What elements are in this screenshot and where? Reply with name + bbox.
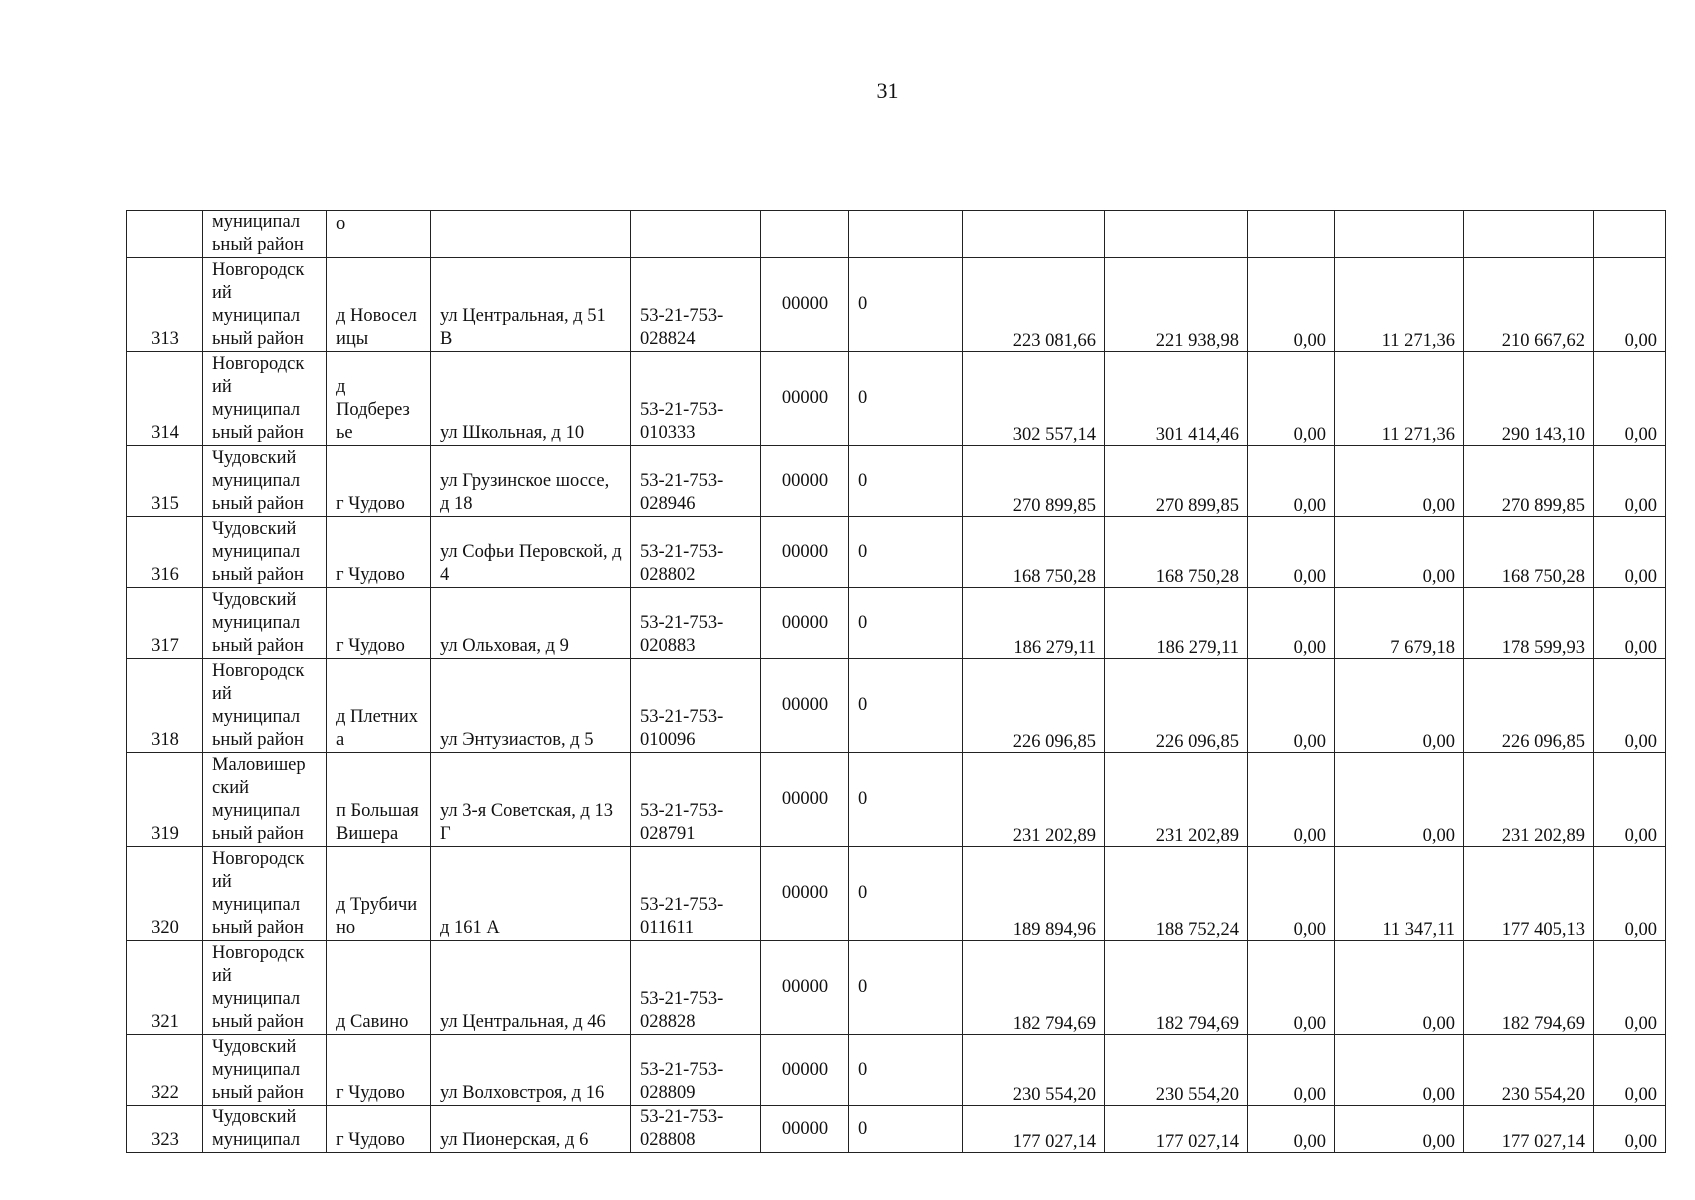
amount-value: 230 554,20 xyxy=(1155,1085,1239,1105)
cell-number: 321 xyxy=(127,941,203,1035)
table-row xyxy=(127,659,1666,753)
amount-value: 0,00 xyxy=(1624,920,1657,940)
amount-value: 270 899,85 xyxy=(1155,496,1239,516)
cell-amount-1 xyxy=(963,659,1105,753)
cell-cadastral xyxy=(631,211,761,258)
cell-amount-1 xyxy=(963,1035,1105,1106)
amount-value: 0,00 xyxy=(1422,732,1455,752)
amount-value: 0,00 xyxy=(1293,425,1326,445)
amount-value: 177 027,14 xyxy=(1155,1132,1239,1152)
cell-amount-1 xyxy=(963,517,1105,588)
cell-amount-2 xyxy=(1105,1106,1248,1153)
cell-street: ул Грузинское шоссе, д 18 xyxy=(431,446,631,517)
amount-value: 301 414,46 xyxy=(1155,425,1239,445)
cell-district: Новгородск ий муниципал ьный район xyxy=(203,847,327,941)
table-body xyxy=(127,211,1666,1153)
cell-amount-3 xyxy=(1248,1035,1335,1106)
amount-value: 168 750,28 xyxy=(1155,567,1239,587)
cell-code2: 0 xyxy=(849,753,963,847)
cell-district: Чудовский муниципал ьный район xyxy=(203,1035,327,1106)
cell-street: ул Школьная, д 10 xyxy=(431,352,631,446)
table-row xyxy=(127,588,1666,659)
cell-amount-1 xyxy=(963,847,1105,941)
cell-number: 315 xyxy=(127,446,203,517)
amount-value: 226 096,85 xyxy=(1501,732,1585,752)
table-row xyxy=(127,446,1666,517)
amount-value: 0,00 xyxy=(1624,638,1657,658)
cell-district: Чудовский муниципал xyxy=(203,1106,327,1153)
cell-amount-4 xyxy=(1335,941,1464,1035)
cell-amount-2 xyxy=(1105,517,1248,588)
cell-amount-1 xyxy=(963,1106,1105,1153)
cell-amount-3 xyxy=(1248,352,1335,446)
amount-value: 0,00 xyxy=(1293,1085,1326,1105)
amount-value: 226 096,85 xyxy=(1012,732,1096,752)
cell-cadastral: 53-21-753-028828 xyxy=(631,941,761,1035)
table-row xyxy=(127,352,1666,446)
cell-amount-4 xyxy=(1335,446,1464,517)
cell-amount-3 xyxy=(1248,446,1335,517)
cell-number xyxy=(127,211,203,258)
cell-street: ул Центральная, д 51 В xyxy=(431,258,631,352)
cell-locality: г Чудово xyxy=(327,517,431,588)
cell-cadastral: 53-21-753-028791 xyxy=(631,753,761,847)
cell-code2: 0 xyxy=(849,446,963,517)
cell-locality: д Новосел ицы xyxy=(327,258,431,352)
cell-amount-5 xyxy=(1464,588,1594,659)
cell-amount-4 xyxy=(1335,1106,1464,1153)
cell-amount-5 xyxy=(1464,517,1594,588)
cell-cadastral: 53-21-753-028808 xyxy=(631,1106,761,1153)
cell-locality: г Чудово xyxy=(327,588,431,659)
cell-amount-5 xyxy=(1464,211,1594,258)
cell-amount-1 xyxy=(963,941,1105,1035)
amount-value: 0,00 xyxy=(1422,826,1455,846)
cell-locality: п Большая Вишера xyxy=(327,753,431,847)
amount-value: 0,00 xyxy=(1422,1014,1455,1034)
cell-code2 xyxy=(849,211,963,258)
cell-amount-6 xyxy=(1594,258,1666,352)
amount-value: 231 202,89 xyxy=(1012,826,1096,846)
cell-amount-2 xyxy=(1105,446,1248,517)
amount-value: 0,00 xyxy=(1422,1132,1455,1152)
cell-amount-4 xyxy=(1335,1035,1464,1106)
amount-value: 226 096,85 xyxy=(1155,732,1239,752)
cell-district: Новгородск ий муниципал ьный район xyxy=(203,352,327,446)
amount-value: 11 271,36 xyxy=(1381,331,1455,351)
cell-code2: 0 xyxy=(849,588,963,659)
cell-street: ул Центральная, д 46 xyxy=(431,941,631,1035)
cell-code2: 0 xyxy=(849,1035,963,1106)
cell-code2: 0 xyxy=(849,1106,963,1153)
cell-amount-5 xyxy=(1464,352,1594,446)
cell-amount-4 xyxy=(1335,588,1464,659)
amount-value: 0,00 xyxy=(1624,425,1657,445)
amount-value: 11 271,36 xyxy=(1381,425,1455,445)
cell-code2: 0 xyxy=(849,847,963,941)
cell-cadastral: 53-21-753-010333 xyxy=(631,352,761,446)
amount-value: 0,00 xyxy=(1624,496,1657,516)
cell-amount-2 xyxy=(1105,659,1248,753)
amount-value: 230 554,20 xyxy=(1501,1085,1585,1105)
cell-street: ул 3-я Советская, д 13 Г xyxy=(431,753,631,847)
cell-amount-6 xyxy=(1594,211,1666,258)
cell-amount-2 xyxy=(1105,352,1248,446)
cell-locality: о xyxy=(327,211,431,258)
cell-locality: г Чудово xyxy=(327,1035,431,1106)
cell-amount-4 xyxy=(1335,659,1464,753)
cell-code2: 0 xyxy=(849,352,963,446)
cell-amount-4 xyxy=(1335,847,1464,941)
amount-value: 290 143,10 xyxy=(1501,425,1585,445)
amount-value: 0,00 xyxy=(1293,920,1326,940)
cell-amount-1 xyxy=(963,588,1105,659)
cell-amount-2 xyxy=(1105,588,1248,659)
amount-value: 0,00 xyxy=(1293,826,1326,846)
cell-locality: д Подберез ье xyxy=(327,352,431,446)
cell-amount-1 xyxy=(963,352,1105,446)
cell-street: ул Волховстроя, д 16 xyxy=(431,1035,631,1106)
cell-code1: 00000 xyxy=(761,352,849,446)
cell-amount-6 xyxy=(1594,588,1666,659)
table-row xyxy=(127,941,1666,1035)
amount-value: 182 794,69 xyxy=(1012,1014,1096,1034)
cell-code1: 00000 xyxy=(761,1106,849,1153)
cell-amount-4 xyxy=(1335,211,1464,258)
cell-district: Чудовский муниципал ьный район xyxy=(203,517,327,588)
amount-value: 168 750,28 xyxy=(1012,567,1096,587)
page-number: 31 xyxy=(876,78,899,103)
amount-value: 231 202,89 xyxy=(1155,826,1239,846)
cell-district: Чудовский муниципал ьный район xyxy=(203,446,327,517)
cell-number: 322 xyxy=(127,1035,203,1106)
cell-code2: 0 xyxy=(849,517,963,588)
cell-amount-5 xyxy=(1464,941,1594,1035)
cell-number: 316 xyxy=(127,517,203,588)
cell-code1: 00000 xyxy=(761,847,849,941)
register-table xyxy=(126,210,1666,1153)
amount-value: 0,00 xyxy=(1293,1132,1326,1152)
cell-amount-3 xyxy=(1248,941,1335,1035)
cell-cadastral: 53-21-753-011611 xyxy=(631,847,761,941)
cell-amount-4 xyxy=(1335,753,1464,847)
amount-value: 178 599,93 xyxy=(1501,638,1585,658)
cell-cadastral: 53-21-753-028809 xyxy=(631,1035,761,1106)
cell-code1: 00000 xyxy=(761,517,849,588)
cell-code1: 00000 xyxy=(761,941,849,1035)
cell-amount-2 xyxy=(1105,258,1248,352)
cell-code1: 00000 xyxy=(761,1035,849,1106)
cell-district: Новгородск ий муниципал ьный район xyxy=(203,659,327,753)
amount-value: 186 279,11 xyxy=(1156,638,1239,658)
cell-code1: 00000 xyxy=(761,659,849,753)
amount-value: 189 894,96 xyxy=(1012,920,1096,940)
cell-cadastral: 53-21-753-028946 xyxy=(631,446,761,517)
cell-code1 xyxy=(761,211,849,258)
cell-district: Новгородск ий муниципал ьный район xyxy=(203,258,327,352)
cell-amount-1 xyxy=(963,211,1105,258)
amount-value: 0,00 xyxy=(1293,1014,1326,1034)
amount-value: 11 347,11 xyxy=(1382,920,1455,940)
cell-street: ул Ольховая, д 9 xyxy=(431,588,631,659)
cell-amount-3 xyxy=(1248,258,1335,352)
amount-value: 182 794,69 xyxy=(1155,1014,1239,1034)
amount-value: 0,00 xyxy=(1624,331,1657,351)
amount-value: 0,00 xyxy=(1293,638,1326,658)
cell-amount-5 xyxy=(1464,659,1594,753)
amount-value: 0,00 xyxy=(1293,567,1326,587)
amount-value: 0,00 xyxy=(1624,826,1657,846)
cell-locality: г Чудово xyxy=(327,446,431,517)
cell-code1: 00000 xyxy=(761,446,849,517)
amount-value: 7 679,18 xyxy=(1390,638,1455,658)
cell-amount-3 xyxy=(1248,211,1335,258)
amount-value: 270 899,85 xyxy=(1501,496,1585,516)
cell-amount-6 xyxy=(1594,446,1666,517)
amount-value: 0,00 xyxy=(1624,732,1657,752)
cell-code2: 0 xyxy=(849,659,963,753)
cell-amount-5 xyxy=(1464,1106,1594,1153)
cell-amount-5 xyxy=(1464,258,1594,352)
amount-value: 221 938,98 xyxy=(1155,331,1239,351)
cell-district: Новгородск ий муниципал ьный район xyxy=(203,941,327,1035)
cell-amount-2 xyxy=(1105,211,1248,258)
cell-amount-4 xyxy=(1335,258,1464,352)
amount-value: 270 899,85 xyxy=(1012,496,1096,516)
cell-amount-1 xyxy=(963,753,1105,847)
amount-value: 210 667,62 xyxy=(1501,331,1585,351)
cell-amount-2 xyxy=(1105,941,1248,1035)
amount-value: 177 027,14 xyxy=(1012,1132,1096,1152)
cell-amount-6 xyxy=(1594,753,1666,847)
cell-amount-5 xyxy=(1464,1035,1594,1106)
table-row xyxy=(127,258,1666,352)
cell-amount-1 xyxy=(963,446,1105,517)
cell-street: ул Софьи Перовской, д 4 xyxy=(431,517,631,588)
amount-value: 0,00 xyxy=(1624,1132,1657,1152)
cell-amount-2 xyxy=(1105,1035,1248,1106)
amount-value: 0,00 xyxy=(1422,496,1455,516)
table-row xyxy=(127,1106,1666,1153)
cell-amount-6 xyxy=(1594,517,1666,588)
amount-value: 0,00 xyxy=(1624,567,1657,587)
amount-value: 0,00 xyxy=(1293,496,1326,516)
cell-number: 319 xyxy=(127,753,203,847)
amount-value: 188 752,24 xyxy=(1155,920,1239,940)
cell-code2: 0 xyxy=(849,941,963,1035)
cell-number: 317 xyxy=(127,588,203,659)
amount-value: 186 279,11 xyxy=(1013,638,1096,658)
cell-amount-6 xyxy=(1594,941,1666,1035)
cell-amount-3 xyxy=(1248,659,1335,753)
cell-code1: 00000 xyxy=(761,753,849,847)
cell-amount-3 xyxy=(1248,753,1335,847)
cell-cadastral: 53-21-753-028802 xyxy=(631,517,761,588)
cell-amount-2 xyxy=(1105,847,1248,941)
amount-value: 0,00 xyxy=(1293,331,1326,351)
cell-amount-5 xyxy=(1464,753,1594,847)
cell-amount-6 xyxy=(1594,659,1666,753)
cell-amount-4 xyxy=(1335,352,1464,446)
cell-cadastral: 53-21-753-028824 xyxy=(631,258,761,352)
cell-amount-5 xyxy=(1464,446,1594,517)
cell-number: 323 xyxy=(127,1106,203,1153)
table-row xyxy=(127,847,1666,941)
cell-street: ул Энтузиастов, д 5 xyxy=(431,659,631,753)
cell-cadastral: 53-21-753-010096 xyxy=(631,659,761,753)
cell-amount-6 xyxy=(1594,847,1666,941)
cell-street xyxy=(431,211,631,258)
cell-amount-3 xyxy=(1248,847,1335,941)
cell-code2: 0 xyxy=(849,258,963,352)
amount-value: 177 405,13 xyxy=(1501,920,1585,940)
cell-amount-6 xyxy=(1594,1035,1666,1106)
amount-value: 0,00 xyxy=(1422,1085,1455,1105)
cell-number: 318 xyxy=(127,659,203,753)
cell-number: 314 xyxy=(127,352,203,446)
table-row xyxy=(127,517,1666,588)
cell-code1: 00000 xyxy=(761,588,849,659)
cell-amount-3 xyxy=(1248,517,1335,588)
amount-value: 0,00 xyxy=(1422,567,1455,587)
amount-value: 168 750,28 xyxy=(1501,567,1585,587)
cell-locality: д Савино xyxy=(327,941,431,1035)
amount-value: 302 557,14 xyxy=(1012,425,1096,445)
cell-locality: г Чудово xyxy=(327,1106,431,1153)
cell-amount-1 xyxy=(963,258,1105,352)
cell-locality: д Плетних а xyxy=(327,659,431,753)
table-row-continued xyxy=(127,211,1666,258)
amount-value: 0,00 xyxy=(1293,732,1326,752)
cell-number: 320 xyxy=(127,847,203,941)
amount-value: 230 554,20 xyxy=(1012,1085,1096,1105)
amount-value: 231 202,89 xyxy=(1501,826,1585,846)
cell-amount-6 xyxy=(1594,352,1666,446)
table-row xyxy=(127,1035,1666,1106)
cell-locality: д Трубичи но xyxy=(327,847,431,941)
cell-district: Чудовский муниципал ьный район xyxy=(203,588,327,659)
cell-amount-5 xyxy=(1464,847,1594,941)
cell-street: д 161 А xyxy=(431,847,631,941)
cell-amount-2 xyxy=(1105,753,1248,847)
cell-code1: 00000 xyxy=(761,258,849,352)
cell-district: Маловишер ский муниципал ьный район xyxy=(203,753,327,847)
cell-cadastral: 53-21-753-020883 xyxy=(631,588,761,659)
cell-amount-3 xyxy=(1248,1106,1335,1153)
amount-value: 223 081,66 xyxy=(1012,331,1096,351)
table-row xyxy=(127,753,1666,847)
cell-amount-4 xyxy=(1335,517,1464,588)
amount-value: 0,00 xyxy=(1624,1014,1657,1034)
cell-number: 313 xyxy=(127,258,203,352)
cell-district: муниципал ьный район xyxy=(203,211,327,258)
amount-value: 0,00 xyxy=(1624,1085,1657,1105)
amount-value: 177 027,14 xyxy=(1501,1132,1585,1152)
cell-amount-3 xyxy=(1248,588,1335,659)
amount-value: 182 794,69 xyxy=(1501,1014,1585,1034)
cell-amount-6 xyxy=(1594,1106,1666,1153)
cell-street: ул Пионерская, д 6 xyxy=(431,1106,631,1153)
